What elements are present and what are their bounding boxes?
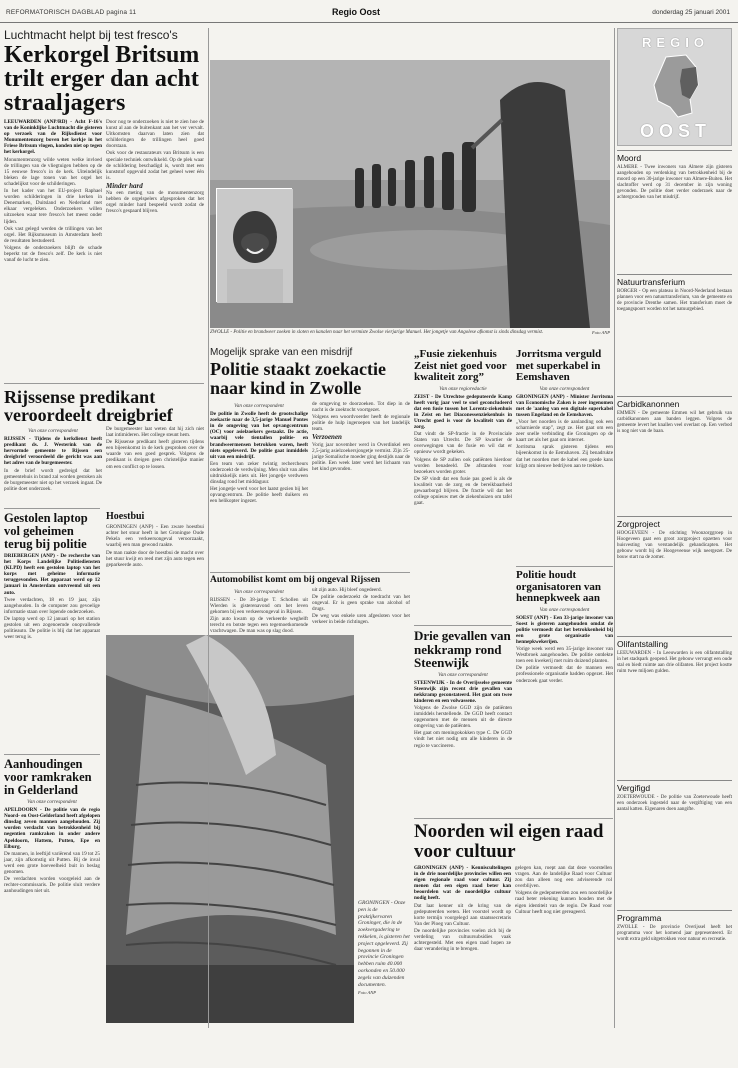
article-lead: SOEST (ANP) - Een 33-jarige inwoner van Soest is gisteren aangehouden omdat de politie vermoedt dat het betrokkenheid bij een grote organisatie van hennepkwekerijen. xyxy=(516,614,613,645)
article-headline: Automobilist komt om bij ongeval Rijssen xyxy=(210,575,381,585)
article-column xyxy=(516,607,613,684)
article-fusie xyxy=(414,349,512,559)
article-column xyxy=(210,587,308,636)
article-paragraph: De laptop werd op 12 januari op het station gestolen uit een zogenoemde onopvallende politieauto. De politie is blij dat het apparaat weer terug is. xyxy=(4,615,100,641)
regio-item-text: EMMEN - De gemeente Emmen wil het gebruik van carbidkanonnen aan banden leggen. Volgens de gemeente levert het knallen veel overlast op. Een verbod is nog niet van de baan. xyxy=(617,411,732,434)
article-paragraph: Volgens de SP zullen ook patiënten hierdoor worden benadeeld. De afstanden voor bezoekers worden groter. xyxy=(414,456,512,475)
divider xyxy=(4,383,204,384)
article-column xyxy=(4,553,100,640)
article-paragraph: De mannen, in leeftijd variërend van 19 tot 25 jaar, zijn afkomstig uit Putten. Bij de inval werd een grote hoeveelheid buit in beslag genomen. xyxy=(4,850,100,876)
photo-credit: Foto ANP xyxy=(358,990,377,996)
article-lead: RIJSSEN - Tijdens de kerkdienst heeft predikant ds. J. Westerink van de hervormde gemeente te Rijssen een dreigbrief veroordeeld die gericht was aan het adres van de burgemeester. xyxy=(4,436,102,467)
regio-item-text: LEEUWARDEN - In Leeuwarden is een olifantstalling in het stadspark geopend. Het gebouw vervangt een oude stal en biedt ruimte aan drie olifanten. Het project kostte ruim twee miljoen gulden. xyxy=(617,651,732,674)
article-automobilist xyxy=(210,575,410,635)
article-lead: GRONINGEN (ANP) - Minister Jorritsma van Economische Zaken is zeer ingenomen met de 'aanleg van een digitale superkabel tussen Engeland en de Eemshaven. xyxy=(516,393,613,418)
article-paragraph: In de brief wordt gedreigd dat het gemeentehuis in brand zal worden gestoken als de burgemeester niet op het verzoek ingaat. De politie doet onderzoek. xyxy=(4,467,102,492)
article-lead: De politie in Zwolle heeft de grootschalige zoekactie naar de 3,5-jarige Manuel Pontes in de omgeving van het opvangcentrum (OC) voor asielzoekers gestaakt. De actie, waarbij vele tientallen politie- en brandweermensen betrokken waren, heeft niets opgeleverd. De politie gaat inmiddels uit van een misdrijf. xyxy=(210,411,308,460)
section-title: Regio Oost xyxy=(332,7,381,17)
byline: Van onze correspondent xyxy=(27,799,77,805)
article-headline: Drie gevallen van nekkramp rond Steenwijk xyxy=(414,628,511,670)
article-column xyxy=(106,426,204,493)
regio-item-moord xyxy=(617,150,732,272)
article-paragraph: De burgemeester laat weten dat hij zich niet laat intimideren. Het college steunt hem. xyxy=(106,426,204,439)
issue-date: donderdag 25 januari 2001 xyxy=(652,9,730,16)
article-headline: „Fusie ziekenhuis Zeist niet goed voor kwaliteit zorg” xyxy=(414,348,507,383)
article-paragraph: uit zijn auto. Hij bleef ongedeerd. xyxy=(312,586,382,593)
article-paragraph: Dat vindt de SP-fractie in de Provinciale Staten van Utrecht. De SP kwartier de overwegingen van de fusie en wil dat er opnieuw wordt gekeken. xyxy=(414,431,512,456)
article-paragraph: De verdachten worden voorgeleid aan de rechter-commissaris. De politie sluit verdere aanhoudingen niet uit. xyxy=(4,876,100,895)
article-paragraph: Volgens de onderzoekers blijft de schade beperkt tot de fresco's zelf. De kerk is niet vanaf de lucht te zien. xyxy=(4,244,102,264)
article-lead: LEEUWARDEN (ANP/RD) - Acht F-16's van de Koninklijke Luchtmacht die gisteren op verzoek van de Rijksdienst voor Monumentenzorg boven het kerkje in het Friese Britsum vlogen, konden niet op tegen het kerkorgel. xyxy=(4,119,102,156)
article-paragraph: Een team van zeker twintig rechercheurs onderzoekt de verdwijning. Men sluit van alles uitdrukkelijk niets uit. Het jongetje verdween dinsdag rond het middaguur. xyxy=(210,460,308,486)
column-rule xyxy=(614,28,615,1028)
article-paragraph: Volgens de Zwolse GGD zijn de patiënten inmiddels herstellende. De GGD heeft contact opgenomen met de mensen uit de directe omgeving van de patiënten. xyxy=(414,704,512,730)
divider xyxy=(210,572,410,573)
article-paragraph: Het jongetje werd voor het laatst gezien bij het opvangcentrum. De politie heeft duikers en een helikopter ingezet. xyxy=(210,486,308,505)
article-paragraph: De man raakte door de hoestbui de macht over het stuur kwijt en reed met zijn auto tegen een geparkeerde auto. xyxy=(106,549,204,568)
article-paragraph: RIJSSEN - De 38-jarige T. Schollen uit Wierden is gisterenavond om het leven gekomen bij een verkeersongeval in Rijssen. xyxy=(210,596,308,615)
article-headline: Hoestbui xyxy=(106,511,145,522)
regio-item-zorgproject xyxy=(617,516,732,634)
regio-item-title: Olifantstalling xyxy=(617,636,732,649)
article-zoekactie xyxy=(210,347,410,567)
article-paragraph: Dat laat kenner uit de kring van de gedeputeerden weten. Het voorstel wordt op korte termijn voorgelegd aan staatssecretaris Van der Ploeg van Cultuur. xyxy=(414,902,511,927)
article-paragraph: Twee verdachten, 18 en 19 jaar, zijn aangehouden. In de computer zou gevoelige informatie staan over lopende onderzoeken. xyxy=(4,596,100,615)
photo-archive-documents xyxy=(106,635,354,1023)
regio-item-text: HOOGEVEEN - De stichting Woonzorggroep in Hoogeveen gaat een groot zorgproject opzetten voor huisvesting van verstandelijk gehandicapten. Het gebouw wordt bij de Hoogeveense wijk neergezet. De bouw start na de zomer. xyxy=(617,531,732,560)
article-paragraph: Vorig jaar november werd in Overdinkel een 2,5-jarig asielzoekersjongetje vermist. Zijn 25-jarige Somalische moeder ging destijds naar de politie. Een week later werd het lichaam van het kind gevonden. xyxy=(312,441,410,472)
regio-item-title: Vergifigd xyxy=(617,780,732,793)
article-paragraph: De politie onderzoekt de toedracht van het ongeval. Er is geen sprake van alcohol of drugs. xyxy=(312,593,410,612)
byline: Van onze correspondent xyxy=(539,606,590,613)
article-headline: Politie houdt organisatoren van hennepkweek aan xyxy=(516,569,602,604)
regio-item-vergifigd xyxy=(617,780,732,908)
article-paragraph: Volgens een woordvoerder heeft de regionale politie de hulp ingeroepen van het landelijk team. xyxy=(312,414,410,433)
banner-word-regio: REGIO xyxy=(642,35,709,50)
article-lead: APELDOORN - De politie van de regio Noord- en Oost-Gelderland heeft afgelopen dinsdag zeven mannen aangehouden. Zij worden verdacht van betrokkenheid bij negentien ramkraken in onder andere Apeldoorn, Hattem, Putten, Epe en Elburg. xyxy=(4,807,100,850)
article-cultuur xyxy=(414,822,613,1032)
article-hennepkweek xyxy=(516,570,613,815)
article-paragraph: De weg was enkele uren afgesloten voor het verkeer in beide richtingen. xyxy=(312,613,410,626)
article-paragraph: Na een meting van de monumentenzorg hebben de orgelspelers afgesproken dat het orgel minder hard bespeeld wordt zodat de fresco's gespaard blijven. xyxy=(106,190,204,215)
article-hoestbui xyxy=(106,512,204,630)
regio-item-programma xyxy=(617,910,732,1030)
article-paragraph: Vorige week werd een 35-jarige inwoner van Westbroek aangehouden. De politie ontdekte toen een kwekerij met ruim duizend planten. xyxy=(516,646,613,665)
article-lead: DRIEBERGEN (ANP) - De recherche van het Korps Landelijke Politiediensten (KLPD) heeft een gestolen laptop van het korps met geheime informatie teruggevonden. Het apparaat werd op 12 januari in Amsterdam ontvreemd uit een auto. xyxy=(4,553,100,596)
regio-item-title: Programma xyxy=(617,910,732,923)
column-rule xyxy=(208,28,209,1028)
caption-text: ZWOLLE - Politie en brandweer zoeken in sloten en kanalen naar het vermiste Zwolse vierjarige Manuel. Het jongetje van Angolese afkomst is sinds dinsdag vermist. xyxy=(210,330,544,335)
article-headline: Rijssense predikant veroordeelt dreigbrief xyxy=(4,387,173,425)
byline: Van onze regioredactie xyxy=(439,385,487,392)
divider xyxy=(414,818,613,819)
article-paragraph: Ook vast gelegd werden de trillingen van het orgel. Het Rijksmuseum in Amsterdam heeft de resultaten bestudeerd. xyxy=(4,225,102,244)
article-paragraph: De noordelijke provincies voelen zich bij de verdeling van cultuursubsidies vaak achtergesteld. Met een eigen raad hopen ze daar verandering in te brengen. xyxy=(414,927,511,953)
article-headline: Noorden wil eigen raad voor cultuur xyxy=(414,821,604,862)
article-column xyxy=(4,426,102,493)
article-laptop xyxy=(4,512,100,750)
article-column xyxy=(414,672,512,749)
regio-item-title: Moord xyxy=(617,150,732,163)
article-jorritsma xyxy=(516,349,613,564)
article-lead: GRONINGEN (ANP) - Kenniscultelingen in de drie noordelijke provincies willen een eigen regionale raad voor cultuur. Zij menen dat een eigen raad beter kan beoordelen wat de noordelijke cultuur nodig heeft. xyxy=(414,865,511,902)
article-paragraph: In het kader van het EU-project Raphael worden schilderingen in drie kerken in Denemarken, Duitsland en Nederland met elkaar vergeleken. Onderzoekers willen uitzoeken waar tere fresco's het meest onder lijden. xyxy=(4,188,102,225)
article-column xyxy=(312,587,410,636)
article-paragraph: De SP vindt dat een fusie pas goed is als de kwaliteit van de zorg en de bereikbaarheid gewaarborgd blijven. De fractie wil dat het college opnieuw met de ziekenhuizen om tafel gaat. xyxy=(414,475,512,507)
article-kerkorgel xyxy=(4,28,204,383)
regio-item-carbidkanonnen xyxy=(617,396,732,514)
article-dreigbrief xyxy=(4,388,204,505)
photo-caption xyxy=(210,330,610,344)
article-lead: ZEIST - De Utrechtse gedeputeerde Kamp heeft vorig jaar veel te snel geconcludeerd dat een fusie tussen het Lorentz-ziekenhuis in Zeist en het Diaconessenziekenhuis in Utrecht goed is voor de kwaliteit van de zorg. xyxy=(414,393,512,431)
article-paragraph: gelegen kan, roept aan dat deze voorstellen vragen. Aan de landelijke Raad voor Cultuur zou dan alleen nog een adviserende rol overblijven. xyxy=(515,865,612,890)
article-column xyxy=(516,386,613,469)
divider xyxy=(414,625,512,626)
byline: Van onze correspondent xyxy=(234,588,284,595)
article-kicker: Luchtmacht helpt bij test fresco's xyxy=(4,28,178,42)
article-column xyxy=(106,524,204,568)
article-subhead: Minder hard xyxy=(106,181,143,190)
divider xyxy=(4,754,100,755)
article-nekkramp xyxy=(414,629,512,814)
byline: Van onze correspondent xyxy=(234,403,284,409)
photo-search-canal xyxy=(210,60,610,328)
article-subhead: Verzoenen xyxy=(312,433,342,442)
regio-item-text: ZWOLLE - De provincie Overijssel heeft het programma voor het komend jaar gepresenteerd. Er wordt extra geld uitgetrokken voor natuur en recreatie. xyxy=(617,925,732,942)
article-paragraph: Door nog te onderzoeken is niet te zien hoe de kunst al aan de buitenkant aan het ver vervalt. Uitkomsten daarvan laten zien dat schilderingen de trillingen heel goed doorstaan. xyxy=(106,119,204,150)
article-headline: Politie staakt zoekactie naar kind in Zwolle xyxy=(210,359,386,398)
regio-item-text: BORGER - Op een plateau in Noord-Nederland bestaan plannen voor een natuurtransferium, van de gemeente en de provincie Drenthe samen. Het transferium moet de toegangspoort worden tot het natuurgebied. xyxy=(617,289,732,312)
article-paragraph: De Rijssense predikant heeft gisteren tijdens een bijeenkomst in de kerk gesproken over de waarde van een goed gesprek. Volgens de predikant is dreigen geen christelijke manier om een conflict op te lossen. xyxy=(106,439,204,470)
photo-inset-child-image xyxy=(217,189,293,303)
paper-name-page: REFORMATORISCH DAGBLAD pagina 11 xyxy=(6,9,137,16)
article-paragraph: Zijn auto kwam op de verkeerde weghelft terecht en botste tegen een tegemoetkomende vrachtwagen. De man was op slag dood. xyxy=(210,616,308,635)
article-ramkraken xyxy=(4,758,100,1058)
header-rule xyxy=(0,22,738,23)
article-headline: Aanhoudingen voor ramkraken in Gelderland xyxy=(4,757,92,797)
regio-item-text: ZOETERWOUDE - De politie van Zoeterwoude heeft een onderzoek ingesteld naar de vergiftiging van een aantal katten. Eigenaren doen aangifte. xyxy=(617,795,732,812)
article-paragraph: Volgens de gedeputeerden zou een noordelijke raad beter rekening kunnen houden met de eigen identiteit van de regio. De Raad voor Cultuur heeft nog niet gereageerd. xyxy=(515,890,612,915)
running-header xyxy=(0,6,738,20)
article-column xyxy=(312,401,410,506)
regio-oost-banner xyxy=(617,28,732,146)
regio-item-text: ALMERE - Twee inwoners van Almere zijn gisteren aangehouden op verdenking van betrokkenheid bij de moord op een 30-jarige inwoner van Almere-Buiten. Het slachtoffer werd op 31 december in zijn woning gevonden. De politie doet verder onderzoek naar de achtergronden van het misdrijf. xyxy=(617,165,732,200)
article-column xyxy=(414,386,512,507)
article-headline: Kerkorgel Britsum trilt erger dan acht straaljagers xyxy=(4,42,200,116)
article-paragraph: De politie vermoedt dat de mannen een professionele organisatie hadden opgezet. Het onderzoek gaat verder. xyxy=(516,665,613,684)
regio-item-title: Natuurtransferium xyxy=(617,274,732,287)
article-headline: Jorritsma verguld met superkabel in Eemshaven xyxy=(516,348,602,383)
photo-credit: Foto ANP xyxy=(591,330,610,335)
article-paragraph: Monumentenzorg wilde weten welke invloed de trillingen van de vliegtuigen hebben op de 15 eeuwse fresco's in de kerk. Uiteindelijk bleken de lage tonen van het orgel het schadelijkst voor de schilderingen. xyxy=(4,156,102,187)
article-column xyxy=(4,799,100,894)
article-paragraph: Jorritsma sprak gisteren tijdens een bijeenkomst in de Eemshaven. Zij benadrukte dat het noorden met de kabel een goede kans krijgt om nieuwe bedrijven aan te trekken. xyxy=(516,444,613,469)
photo-archive-documents-image xyxy=(106,635,354,1023)
article-paragraph: Het gaat om meningokokken type C. De GGD vindt het niet nodig om alle kinderen in de regio te vaccineren. xyxy=(414,730,512,749)
regio-item-title: Zorgproject xyxy=(617,516,732,529)
regio-item-natuurtransferium xyxy=(617,274,732,394)
photo-inset-child xyxy=(216,188,292,302)
byline: Van onze correspondent xyxy=(28,428,78,434)
divider xyxy=(4,508,100,509)
article-paragraph: GRONINGEN (ANP) - Een zware hoestbui achter het stuur heeft in het Groningse Oude Pekela een verkeersongeval veroorzaakt, waarbij een man gewond raakte. xyxy=(106,524,204,549)
regio-item-olifantstalling xyxy=(617,636,732,778)
article-paragraph: „Voor het noorden is de aanlanding ook een scharnierde stap”, zegt ze. Het gaat om een zeer snelle verbinding die Groningen op de kaart zet als het gaat om internet. xyxy=(516,418,613,444)
article-kicker: Mogelijk sprake van een misdrijf xyxy=(210,347,353,358)
banner-word-oost: OOST xyxy=(639,121,711,141)
photo-caption xyxy=(358,900,410,1020)
article-column xyxy=(106,119,204,264)
divider xyxy=(516,566,613,567)
byline: Van onze correspondent xyxy=(438,671,488,678)
article-column xyxy=(515,865,612,953)
article-lead: STEENWIJK - In de Overijsselse gemeente Steenwijk zijn recent drie gevallen van nekkramp geconstateerd. Het gaat om twee kinderen en een volwassene. xyxy=(414,679,512,704)
article-headline: Gestolen laptop vol geheimen terug bij politie xyxy=(4,511,88,551)
article-column xyxy=(414,865,511,953)
netherlands-map-icon xyxy=(652,55,700,119)
article-column xyxy=(4,119,102,264)
article-column xyxy=(210,401,308,506)
article-paragraph: de omgeving te doorzoeken. Tot diep in de nacht is de zoektocht voortgezet. xyxy=(312,401,410,414)
byline: Van onze correspondent xyxy=(539,385,590,392)
caption-text: GRONINGEN - Onze pen is de praktijkervaren Groninger, die in de zoekvergadering te rekkelen, is gisteren het project opgeleverd. Zij begonnen in de provincie Groningen hebben ruim 40.000 oorkonden en 50.000 zegels van duizenden documenten. xyxy=(358,900,410,988)
regio-item-title: Carbidkanonnen xyxy=(617,396,732,409)
article-paragraph: Ook voor de restaurateurs van Britsum is een speciale techniek ontwikkeld. Op de plek waar de schildering beschadigd is, wordt met een kunststof opgevuld zodat het geheel weer één is. xyxy=(106,150,204,181)
